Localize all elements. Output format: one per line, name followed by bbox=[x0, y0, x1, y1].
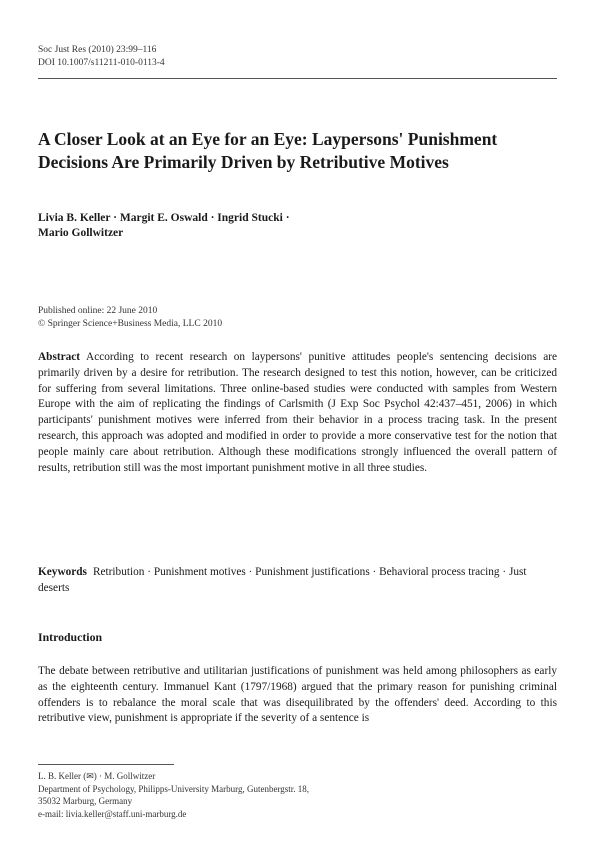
journal-citation: Soc Just Res (2010) 23:99–116 bbox=[38, 45, 157, 55]
publication-info bbox=[38, 305, 222, 331]
authors-line-2: Mario Gollwitzer bbox=[38, 227, 124, 239]
footnote-email: e-mail: livia.keller@staff.uni-marburg.de bbox=[38, 808, 187, 819]
header-rule bbox=[38, 78, 557, 79]
abstract bbox=[38, 350, 557, 476]
footnote-line-1: L. B. Keller (✉) · M. Gollwitzer bbox=[38, 771, 156, 781]
keywords-label: Keywords bbox=[38, 566, 87, 578]
journal-header bbox=[38, 44, 165, 70]
introduction-text: The debate between retributive and utilitarian justifications of punishment was held among philosophers as early as the eighteenth century. Immanuel Kant (1797/1968) argued that the primary reason for punishing criminal offenders is to rebalance the moral scale that was disequilibrated by the offenders' deed. According to this retributive view, punishment is appropriate if the severity of a sentence is bbox=[38, 665, 557, 725]
paper-title: A Closer Look at an Eye for an Eye: Laypersons' Punishment Decisions Are Primarily Driven by Retributive Motives bbox=[38, 129, 498, 172]
copyright-notice: © Springer Science+Business Media, LLC 2010 bbox=[38, 319, 223, 329]
author-list bbox=[38, 211, 558, 241]
author-affiliation-footnote bbox=[38, 770, 309, 820]
published-date: Published online: 22 June 2010 bbox=[38, 306, 158, 316]
authors-line-1: Livia B. Keller · Margit E. Oswald · Ingrid Stucki · bbox=[38, 212, 290, 224]
footnote-line-3: 35032 Marburg, Germany bbox=[38, 796, 133, 807]
doi-line: DOI 10.1007/s11211-010-0113-4 bbox=[38, 58, 165, 68]
keywords bbox=[38, 565, 557, 597]
footnote-rule bbox=[38, 764, 174, 765]
abstract-label: Abstract bbox=[38, 351, 81, 363]
keywords-text: Retribution · Punishment motives · Punishment justifications · Behavioral process tracing · Just deserts bbox=[38, 566, 527, 594]
introduction-heading: Introduction bbox=[38, 630, 103, 644]
abstract-text: According to recent research on laypersons' punitive attitudes people's sentencing decisions are primarily driven by a desire for retribution. The research designed to test this notion, however, can be criticized for suffering from several limitations. Three online-based studies were conducted with samples from Western Europe with the aim of replicating the findings of Carlsmith (J Exp Soc Psychol 42:437–451, 2006) in which participants' punishment motives were inferred from their behavior in a process tracing task. In the present research, this approach was adopted and modified in order to provide a more conservative test for the notion that people mainly care about retribution. Although these modifications strongly influenced the overall pattern of results, retribution still was the most important punishment motive in all three studies. bbox=[38, 351, 557, 474]
footnote-line-2: Department of Psychology, Philipps-University Marburg, Gutenbergstr. 18, bbox=[38, 783, 310, 794]
